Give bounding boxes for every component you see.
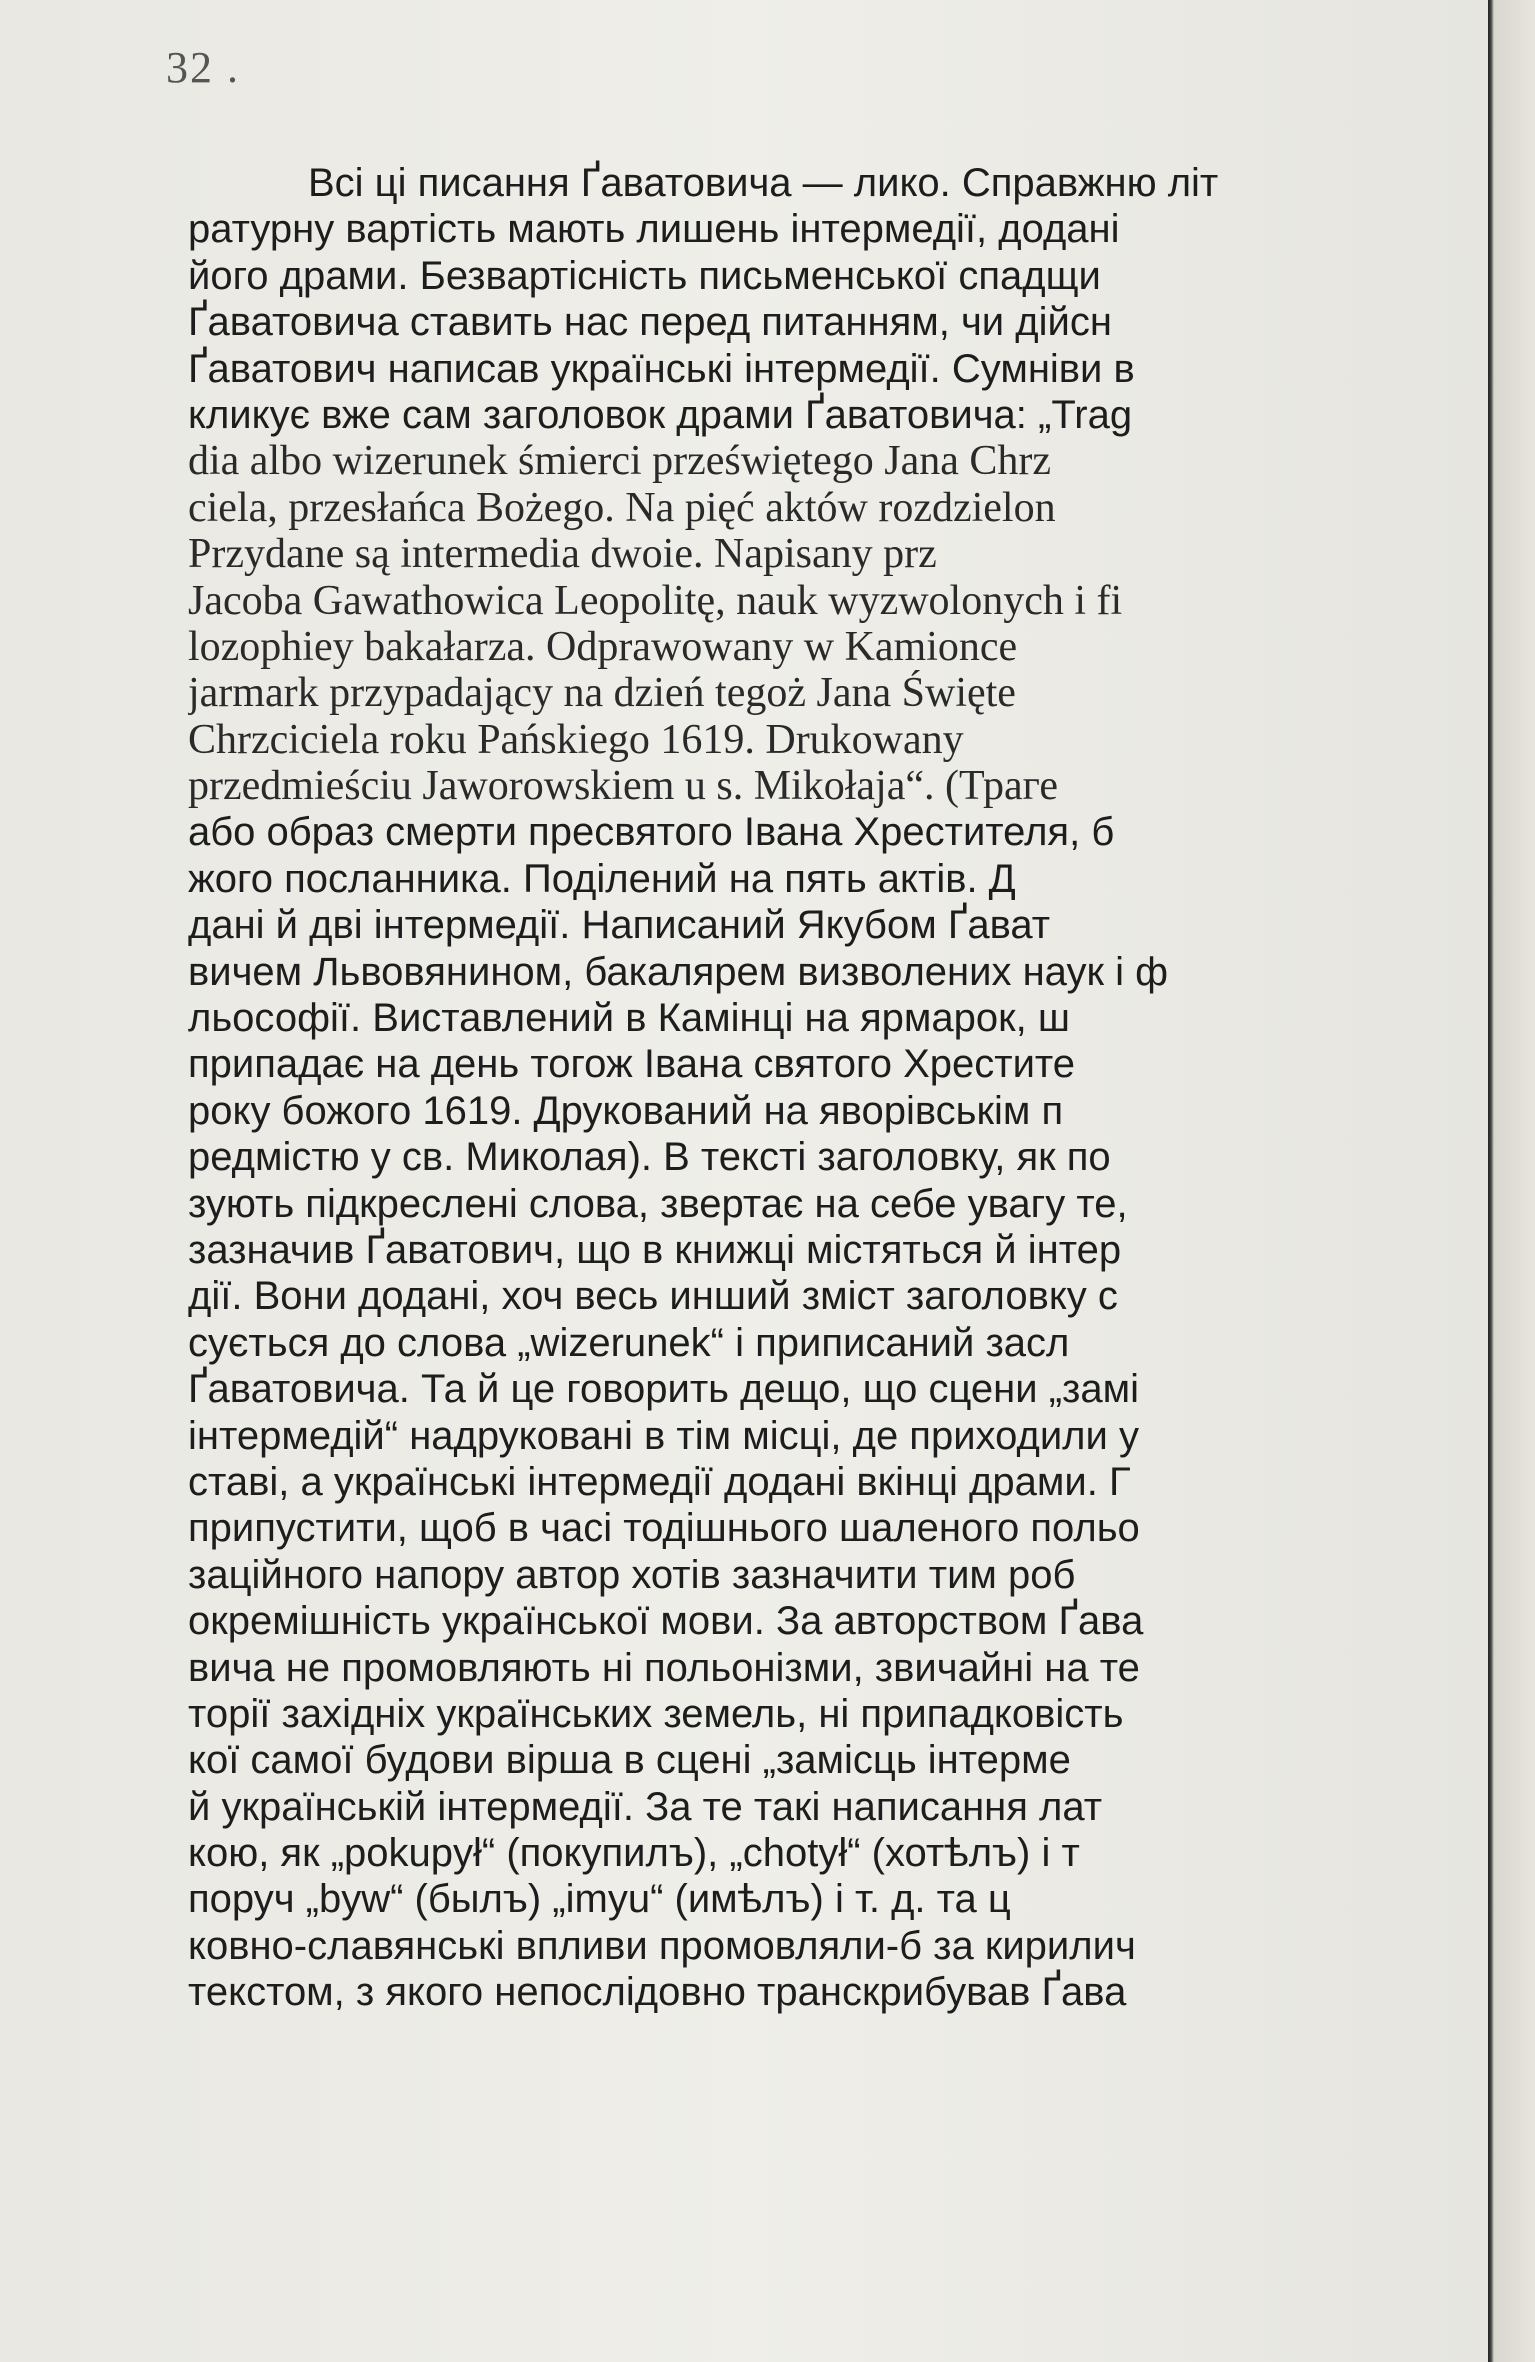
text-line: Przydane są intermedia dwoie. Napisany prz [188,531,937,578]
text-line: дані й дві інтермедії. Написаний Якубом Ґават [188,903,1051,948]
text-line: jarmark przypadający na dzień tegoż Jana Święte [188,670,1016,717]
text-line: кою, як „pokupył“ (покупилъ), „chotył“ (хотѣлъ) і т [188,1831,1080,1876]
body-text [188,160,1488,2016]
text-line: й українській інтермедії. За те такі написання лат [188,1784,1103,1829]
text-line: кої самої будови вірша в сцені „замісць інтерме [188,1738,1071,1783]
book-spine-edge [1488,0,1535,2362]
text-line: зують підкреслені слова, звертає на себе увагу те, [188,1181,1128,1226]
text-line: заційного напору автор хотів зазначити тим роб [188,1552,1076,1597]
text-line: lozophiey bakałarza. Odprawowany w Kamionce [188,623,1018,670]
text-line: жого посланника. Поділений на пять актів. Д [188,856,1016,901]
text-line: вича не промовляють ні польонізми, звичайні на те [188,1645,1140,1690]
text-line: дії. Вони додані, хоч весь инший зміст заголовку с [188,1274,1118,1319]
text-line: ставі, а українські інтермедії додані вкінці драми. Г [188,1459,1131,1504]
text-line: ciela, przesłańca Bożego. Na pięć aktów rozdzielon [188,484,1056,531]
text-line: окремішність української мови. За авторством Ґава [188,1599,1144,1644]
text-line: Jacoba Gawathowica Leopolitę, nauk wyzwolonych i fi [188,577,1123,624]
text-line: льософії. Виставлений в Камінці на ярмарок, ш [188,996,1070,1041]
text-line: року божого 1619. Друкований на яворівськім п [188,1088,1064,1133]
text-line: przedmieściu Jaworowskiem u s. Mikołaja“. (Траге [188,763,1058,810]
text-line: кликує вже сам заголовок драми Ґаватовича: „Trag [188,392,1133,437]
text-line: інтермедій“ надруковані в тім місці, де приходили у [188,1413,1139,1458]
text-line: сується до слова „wizerunek“ і приписаний засл [188,1320,1070,1365]
text-line: поруч „byw“ (былъ) „imyu“ (имѣлъ) і т. д. та ц [188,1877,1011,1922]
page-number: 32 . [166,43,240,92]
text-line: припустити, щоб в часі тодішнього шаленого польо [188,1506,1140,1551]
text-line: Chrzciciela roku Pańskiego 1619. Drukowany [188,716,964,763]
text-line: редмістю у св. Миколая). В тексті заголовку, як по [188,1135,1111,1180]
text-line: ратурну вартість мають лишень інтермедії, додані [188,207,1120,252]
text-line: Ґаватовича. Та й це говорить дещо, що сцени „замі [188,1367,1140,1412]
text-line: Ґаватович написав українські інтермедії. Сумніви в [188,346,1135,391]
text-line: вичем Львовянином, бакалярем визволених наук і ф [188,949,1168,994]
text-line: текстом, з якого непослідовно транскрибував Ґава [188,1970,1127,2015]
text-line: або образ смерти пресвятого Івана Хрестителя, б [188,810,1115,855]
text-line: торії західніх українських земель, ні припадковість [188,1691,1124,1736]
text-line: припадає на день тогож Івана святого Хрестите [188,1042,1076,1087]
text-line: зазначив Ґаватович, що в книжці містяться й інтер [188,1227,1122,1272]
text-line: його драми. Безвартісність письменської спадщи [188,253,1101,298]
text-line: Ґаватовича ставить нас перед питанням, чи дійсн [188,300,1112,345]
text-line: dia albo wizerunek śmierci przeświętego Jana Chrz [188,438,1051,485]
text-line: Всі ці писання Ґаватовича — лико. Справжню літ [308,161,1219,205]
text-line: ковно-славянські впливи промовляли-б за кирилич [188,1923,1136,1968]
